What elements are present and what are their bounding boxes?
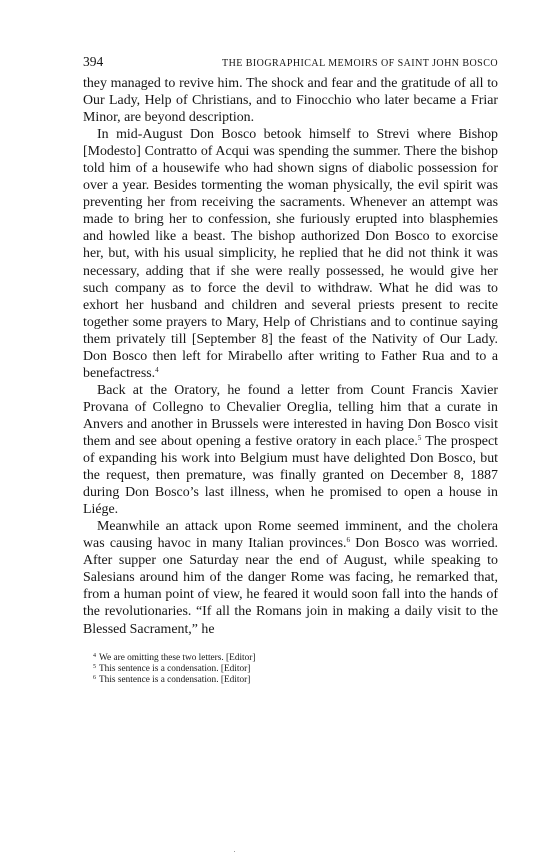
footnote-text: This sentence is a condensation. [Editor]	[99, 674, 251, 685]
paper-speck	[234, 851, 235, 852]
paragraph-text: Back at the Oratory, he found a letter from Count Francis Xavier Provana of Collegno to Chevalier Oreglia, telling him that a curate in Anvers and another in Brussels were interested in having Don Bosco visit them and see about opening a festive oratory in each place.	[83, 382, 498, 449]
body-paragraph	[83, 75, 498, 126]
paragraph-text: they managed to revive him. The shock and fear and the gratitude of all to Our Lady, Help of Christians, and to Finocchio who later became a Friar Minor, are beyond description.	[83, 76, 498, 126]
footnote-mark: 6	[93, 674, 96, 681]
page-number: 394	[83, 54, 104, 69]
footnote-mark: 5	[93, 663, 96, 670]
running-title: THE BIOGRAPHICAL MEMOIRS OF SAINT JOHN BOSCO	[222, 58, 498, 69]
paragraph-text: Don Bosco was worried. After supper one Saturday near the end of August, while speaking to Salesians around him of the danger Rome was facing, he remarked that, from a human point of view, he feared it would soon fall into the hands of the revolutionaries. “If all the Romans join in making a daily visit to the Blessed Sacrament,” he	[83, 536, 499, 637]
footnote-text: This sentence is a condensation. [Editor]	[99, 663, 251, 674]
footnote	[83, 653, 498, 664]
footnote	[83, 675, 498, 686]
footnote	[83, 664, 498, 675]
body-text	[83, 75, 498, 638]
paragraph-text: In mid-August Don Bosco betook himself to Strevi where Bishop [Modesto] Contratto of Acqui was spending the summer. There the bishop told him of a housewife who had shown signs of diabolic possession for over a year. Besides tormenting the woman physically, the evil spirit was preventing her from receiving the sacraments. Whenever an attempt was made to bring her to confession, she furiously erupted into blasphemies and howled like a beast. The bishop authorized Don Bosco to exorcise her, but, with his usual simplicity, he replied that he did not think it was necessary, adding that if she were really possessed, he would give her such company as to force the devil to withdraw. What he did was to exhort her husband and children and several priests present to recite together some prayers to Mary, Help of Christians and to continue saying them privately till [September 8] the feast of the Nativity of Our Lady. Don Bosco then left for Mirabello after writing to Father Rua and to a benefactress.	[83, 127, 498, 381]
footnote-reference: 6	[346, 536, 350, 545]
body-paragraph	[83, 518, 498, 637]
book-page	[83, 54, 498, 686]
paragraph-text: The prospect of expanding his work into Belgium must have delighted Don Bosco, but the request, then premature, was finally granted on December 8, 1887 during Don Bosco’s last illness, when he promised to open a house in Liége.	[83, 433, 498, 518]
paragraph-text: Meanwhile an attack upon Rome seemed imminent, and the cholera was causing havoc in many Italian provinces.	[83, 519, 498, 552]
body-paragraph	[83, 126, 498, 382]
body-paragraph	[83, 382, 498, 518]
footnote-reference: 5	[417, 433, 422, 442]
running-head	[83, 54, 498, 72]
footnote-mark: 4	[93, 652, 96, 659]
footnote-reference: 4	[155, 365, 159, 374]
footnote-text: We are omitting these two letters. [Editor]	[99, 652, 256, 663]
footnotes	[83, 653, 498, 687]
